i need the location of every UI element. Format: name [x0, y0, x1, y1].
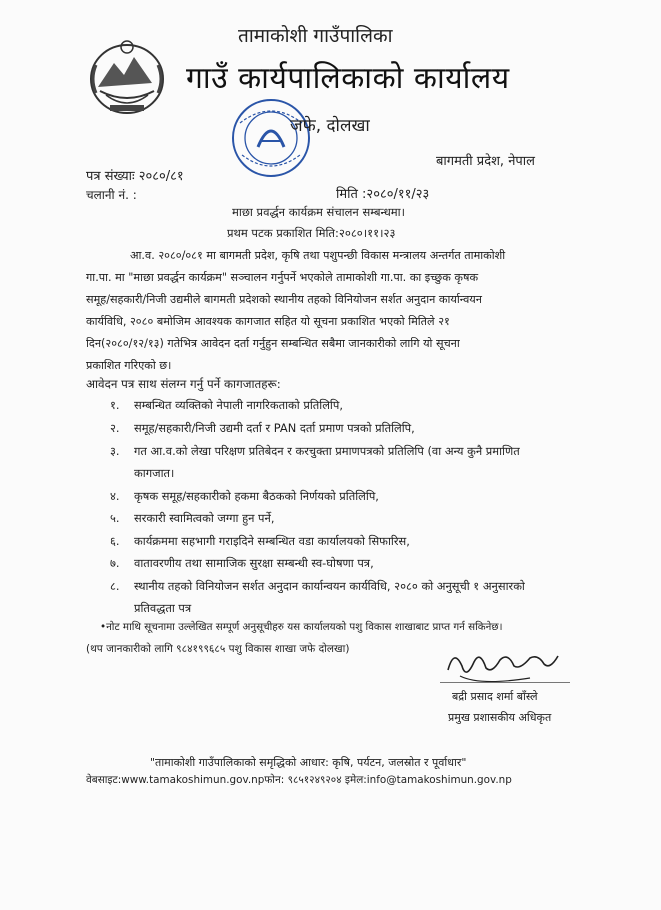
- item-text: स्थानीय तहको विनियोजन सर्शत अनुदान कार्यान्वयन कार्यविधि, २०८० को अनुसूची १ अनुसारको: [134, 579, 525, 593]
- province-label: बागमती प्रदेश, नेपाल: [436, 154, 535, 169]
- item-number: ३.: [110, 444, 120, 458]
- item-text: सरकारी स्वामित्वको जग्गा हुन पर्ने,: [134, 511, 275, 525]
- list-item: [110, 444, 520, 459]
- note-text: •नोट माथि सूचनामा उल्लेखित सम्पूर्ण अनुसूचीहरु यस कार्यालयको पशु विकास शाखाबाट प्राप्त गर्न सकिनेछ।: [100, 621, 503, 633]
- signatory-name: बद्री प्रसाद शर्मा बाँस्ले: [452, 690, 538, 703]
- list-item: [110, 398, 343, 413]
- municipality-name: तामाकोशी गाउँपालिका: [238, 25, 393, 47]
- signatory-title: प्रमुख प्रशासकीय अधिकृत: [448, 711, 552, 724]
- item-text: कृषक समूह/सहकारीको हकमा बैठकको निर्णयको प्रतिलिपि,: [134, 489, 379, 503]
- body-line: गा.पा. मा "माछा प्रवर्द्धन कार्यक्रम" सञ्चालन गर्नुपर्ने भएकोले तामाकोशी गा.पा. का इच्छुक कृषक: [86, 271, 479, 284]
- body-line: समूह/सहकारी/निजी उद्यमीले बागमती प्रदेशको स्थानीय तहको विनियोजन सर्शत अनुदान कार्यान्वयन: [86, 293, 483, 306]
- first-publish-date: प्रथम पटक प्रकाशित मिति:२०८०।११।२३: [227, 226, 396, 240]
- list-item: [110, 421, 415, 436]
- body-line: आ.व. २०८०/०८१ मा बागमती प्रदेश, कृषि तथा पशुपन्छी विकास मन्त्रालय अन्तर्गत तामाकोशी: [130, 249, 506, 262]
- item-number: ७.: [110, 556, 120, 570]
- body-line: प्रकाशित गरिएको छ।: [86, 359, 172, 372]
- office-location: जफे, दोलखा: [290, 116, 370, 136]
- list-item: [110, 511, 274, 526]
- list-item-continued: कागजात।: [134, 466, 175, 480]
- letter-number: पत्र संख्याः २०८०/८१: [86, 169, 184, 184]
- item-number: ६.: [110, 534, 120, 548]
- item-number: ५.: [110, 511, 120, 525]
- list-item: [110, 534, 410, 549]
- list-item-continued: प्रतिवद्धता पत्र: [134, 601, 192, 615]
- item-text: कार्यक्रममा सहभागी गराइदिने सम्बन्धित वडा कार्यालयको सिफारिस,: [134, 534, 410, 548]
- dispatch-number: चलानी नं. :: [86, 188, 137, 202]
- attachments-heading: आवेदन पत्र साथ संलग्न गर्नु पर्ने कागजातहरू:: [86, 377, 281, 391]
- notice-date: मिति :२०८०/११/२३: [336, 187, 430, 202]
- item-number: ८.: [110, 579, 120, 593]
- footer-contact: वेबसाइट:www.tamakoshimun.gov.npफोन: ९८५१२४९२०४ इमेल:info@tamakoshimun.gov.np: [86, 774, 512, 786]
- signature-icon: [440, 640, 568, 692]
- item-text: वातावरणीय तथा सामाजिक सुरक्षा सम्बन्धी स्व-घोषणा पत्र,: [134, 556, 374, 570]
- footer-slogan: "तामाकोशी गाउँपालिकाको समृद्धिको आधार: कृषि, पर्यटन, जलस्रोत र पूर्वाधार": [150, 756, 467, 769]
- list-item: [110, 489, 379, 504]
- signature-line: [440, 682, 570, 683]
- item-number: १.: [110, 398, 120, 412]
- item-text: सम्बन्धित व्यक्तिको नेपाली नागरिकताको प्रतिलिपि,: [134, 398, 343, 412]
- item-number: ४.: [110, 489, 120, 503]
- contact-note: (थप जानकारीको लागि ९८४१९९६८५ पशु विकास शाखा जफे दोलखा): [86, 643, 350, 655]
- item-text: समूह/सहकारी/निजी उद्यमी दर्ता र PAN दर्ता प्रमाण पत्रको प्रतिलिपि,: [134, 421, 415, 435]
- item-number: २.: [110, 421, 120, 435]
- list-item: [110, 556, 374, 571]
- body-line: दिन(२०८०/१२/१३) गतेभित्र आवेदन दर्ता गर्नुहुन सम्बन्धित सबैमा जानकारीको लागि यो सूचना: [86, 337, 460, 350]
- body-line: कार्यविधि, २०८० बमोजिम आवश्यक कागजात सहित यो सूचना प्रकाशित भएको मितिले २१: [86, 315, 450, 328]
- item-text: गत आ.व.को लेखा परिक्षण प्रतिबेदन र करचुक्ता प्रमाणपत्रको प्रतिलिपि (वा अन्य कुनै प्रमाणित: [134, 444, 520, 458]
- nepal-emblem-icon: [86, 35, 168, 117]
- office-title: गाउँ कार्यपालिकाको कार्यालय: [186, 61, 510, 96]
- notice-subject: माछा प्रवर्द्धन कार्यक्रम संचालन सम्बन्धमा।: [232, 205, 405, 219]
- list-item: [110, 579, 525, 594]
- office-stamp-icon: [228, 95, 314, 181]
